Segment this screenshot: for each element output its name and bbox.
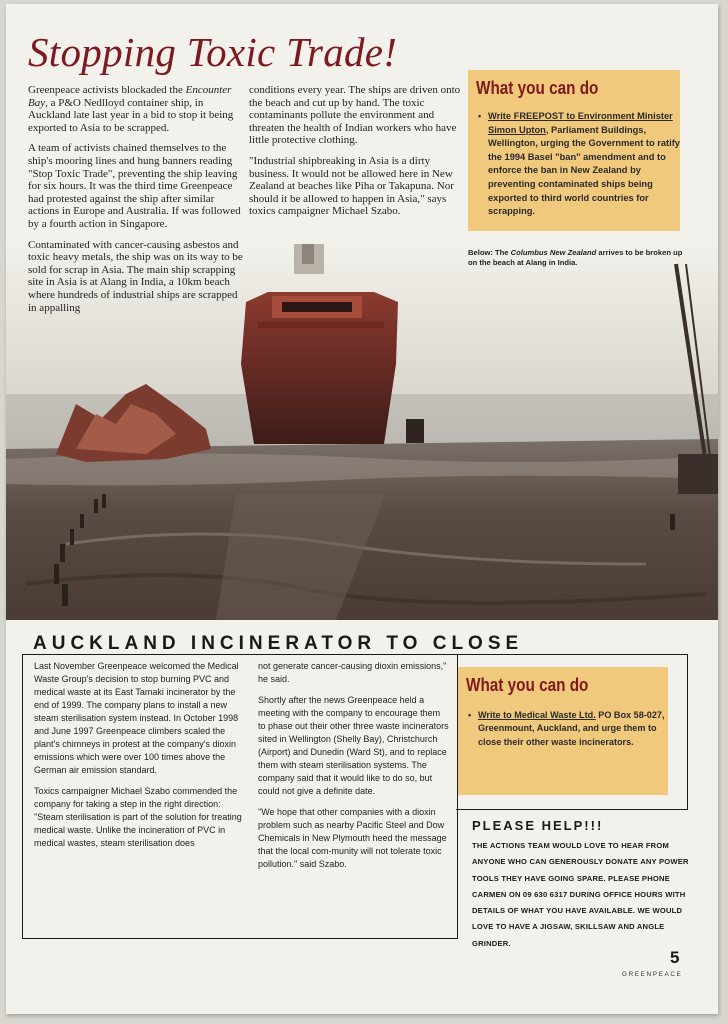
action-box-body: • Write FREEPOST to Environment Minister Simon Upton, Parliament Buildings, Wellington, urging the Government to ratify the 1994 Basel "ban" amendment and to enforce the ban in New Zealand by preventing contaminated ships being exported to third world countries for scrapping. bbox=[478, 111, 680, 217]
bullet-icon: • bbox=[468, 710, 472, 720]
divider bbox=[456, 809, 688, 810]
ship-name: Encounter Bay bbox=[28, 84, 232, 109]
paragraph: Greenpeace activists blockaded the Encounter Bay, a P&O Nedlloyd container ship, in Auckland late last year in a bid to stop it being exported to Asia to be scrapped. bbox=[28, 84, 234, 134]
article-column-4 bbox=[258, 660, 450, 879]
article-column-1 bbox=[28, 84, 248, 322]
page-number: 5 bbox=[670, 948, 680, 967]
photo-caption: Below: The Columbus New Zealand arrives to be broken up on the beach at Alang in India. bbox=[468, 248, 683, 267]
article-heading: AUCKLAND INCINERATOR TO CLOSE bbox=[33, 633, 524, 654]
help-body: THE ACTIONS TEAM WOULD LOVE TO HEAR FROM ANYONE WHO CAN GENEROUSLY DONATE ANY POWER TOOLS THEY HAVE GOING SPARE. PLEASE PHONE CARMEN ON 09 630 6317 DURING OFFICE HOURS WITH DETAILS OF WHAT YOU HAVE AVAILABLE. WE WOULD LOVE TO HAVE A JIGSAW, SKILLSAW AND ANGLE GRINDER. bbox=[472, 841, 689, 948]
action-link-medical-waste[interactable]: Write to Medical Waste Ltd. bbox=[478, 710, 596, 720]
paragraph: Shortly after the news Greenpeace held a meeting with the company to encourage them to phase out their other three waste incinerators sited in Wellington (Shelly Bay), Christchurch (Airport) and Dunedin (Ward St), and to replace them with steam sterilisation systems. The company said that it would like to do so, but could not give a definite date. bbox=[258, 695, 449, 796]
action-box-title: What you can do bbox=[466, 675, 589, 695]
magazine-page bbox=[6, 4, 718, 1014]
paragraph: conditions every year. The ships are driven onto the beach and cut up by hand. The toxic contaminants pollute the environment and threaten the health of Indian workers who have little protective clothing. bbox=[249, 84, 461, 147]
paragraph: "We hope that other companies with a dioxin problem such as nearby Pacific Steel and Dow Chemicals in New Plymouth heed the message that the local com-munity will not tolerate toxic pollution." said Szabo. bbox=[258, 807, 447, 869]
divider bbox=[687, 654, 688, 810]
brand-logo: GREENPEACE bbox=[622, 971, 683, 978]
action-box bbox=[458, 667, 668, 795]
article-column-3 bbox=[34, 660, 244, 858]
action-box-body: • Write to Medical Waste Ltd. PO Box 58-027, Greenmount, Auckland, and urge them to close their other waste incinerators. bbox=[468, 710, 665, 747]
help-title: PLEASE HELP!!! bbox=[472, 818, 604, 833]
paragraph: Last November Greenpeace welcomed the Medical Waste Group's decision to stop burning PVC and medical waste at its East Tamaki incinerator by the end of 1999. The company plans to install a new steam sterilisation system instead. In October 1998 and June 1997 Greenpeace climbers scaled the plant's chimneys in protest at the company's dioxin emissions which were over 100 times above the German air emission standard. bbox=[34, 661, 239, 775]
article-column-2 bbox=[249, 84, 461, 226]
action-box-title: What you can do bbox=[476, 78, 599, 98]
paragraph: Contaminated with cancer-causing asbestos and toxic heavy metals, the ship was on its way to be sold for scrap in Asia. The main ship scrapping site in Asia is at Alang in India, a 10km beach where hundreds of industrial ships are scrapped in appalling bbox=[28, 238, 243, 314]
action-box bbox=[468, 70, 680, 231]
paragraph: not generate cancer-causing dioxin emissions," he said. bbox=[258, 661, 447, 684]
article-headline: Stopping Toxic Trade! bbox=[28, 29, 398, 75]
paragraph: Toxics campaigner Michael Szabo commended the company for taking a step in the right direction: "Steam sterilisation is part of the solution for treating medical waste. Unlike the incineration of PVC in medical wastes, steam sterilisation does bbox=[34, 786, 242, 848]
bullet-icon: • bbox=[478, 111, 482, 121]
paragraph: A team of activists chained themselves to the ship's mooring lines and hung banners reading "Stop Toxic Trade", preventing the ship leaving for six hours. It was the third time Greenpeace had protested against the ship after similar actions in Europe and Australia. If was followed by a fourth action in Singapore. bbox=[28, 142, 241, 230]
paragraph: "Industrial shipbreaking in Asia is a dirty business. It would not be allowed here in New Zealand at beaches like Piha or Takapuna. Nor should it be allowed to happen in Asia," says toxics campaigner Michael Szabo. bbox=[249, 154, 454, 218]
action-link-minister[interactable]: Write FREEPOST to Environment Minister Simon Upton bbox=[488, 111, 673, 135]
